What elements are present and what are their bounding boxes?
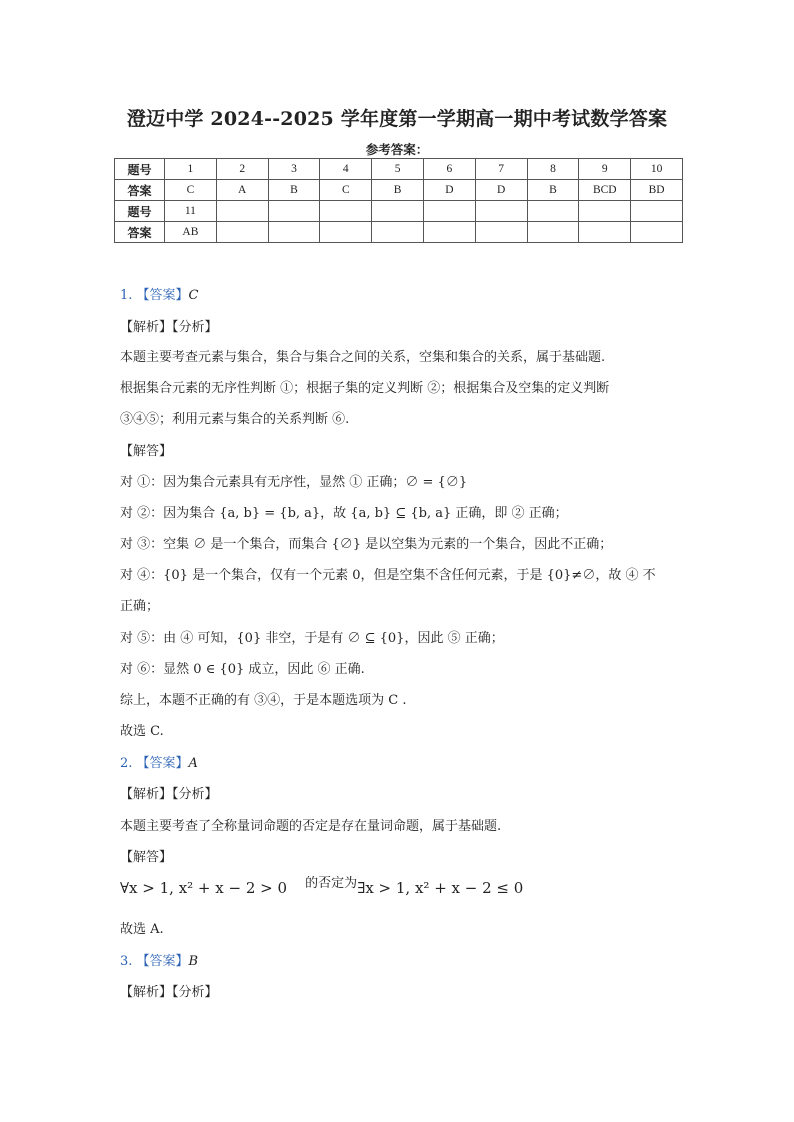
table-row-header: 答案 [115, 222, 165, 243]
q1-intro: 本题主要考查元素与集合，集合与集合之间的关系，空集和集合的关系，属于基础题. [120, 350, 606, 365]
q2-intro: 本题主要考查了全称量词命题的否定是存在量词命题，属于基础题. [120, 819, 502, 834]
table-cell: 2 [216, 159, 268, 180]
q3-answer-value: B [188, 954, 199, 969]
table-cell: BCD [579, 180, 631, 201]
table-cell: C [320, 180, 372, 201]
q2-formula-line [120, 878, 523, 897]
table-cell [527, 201, 579, 222]
q1-solution-step-4-cont: 正确； [120, 599, 160, 614]
table-cell: BD [631, 180, 683, 201]
q1-solution-step-1: 对 ①：因为集合元素具有无序性，显然 ① 正确；∅ = {∅} [120, 475, 468, 490]
table-cell: 6 [423, 159, 475, 180]
table-cell [475, 222, 527, 243]
table-row-header: 答案 [115, 180, 165, 201]
table-row [115, 201, 683, 222]
q1-solution-step-3: 对 ③：空集 ∅ 是一个集合，而集合 {∅} 是以空集为元素的一个集合，因此不正确； [120, 537, 613, 552]
q1-solution-step-6: 对 ⑥：显然 0 ∈ {0} 成立，因此 ⑥ 正确. [120, 662, 365, 677]
q2-analysis-header [120, 783, 218, 802]
answer-table [114, 158, 683, 243]
table-cell: 1 [165, 159, 217, 180]
q1-answer-line [120, 284, 199, 303]
q1-solution-step-4: 对 ④：{0} 是一个集合，仅有一个元素 0，但是空集不含任何元素，于是 {0}≠∅，故 ④ 不 [120, 568, 656, 583]
q1-solution-header: 【解答】 [120, 444, 173, 459]
table-cell [320, 201, 372, 222]
q2-choice: 故选 A. [120, 922, 164, 937]
table-cell: D [475, 180, 527, 201]
reference-answers-heading: 参考答案： [365, 142, 429, 157]
table-cell: 3 [268, 159, 320, 180]
q1-analysis-header [120, 316, 218, 335]
table-cell: 4 [320, 159, 372, 180]
table-row [115, 180, 683, 201]
table-cell [579, 201, 631, 222]
table-cell: 5 [372, 159, 424, 180]
q2-analysis-label: 【解析】【分析】 [120, 787, 218, 802]
q3-analysis-label: 【解析】【分析】 [120, 985, 218, 1000]
table-cell: 8 [527, 159, 579, 180]
table-cell [216, 201, 268, 222]
q2-formula-left: ∀x > 1, x² + x − 2 > 0 [120, 879, 288, 897]
table-cell: D [423, 180, 475, 201]
table-cell: C [165, 180, 217, 201]
table-cell [631, 201, 683, 222]
table-cell [527, 222, 579, 243]
page-title: 澄迈中学 2024--2025 学年度第一学期高一期中考试数学答案 [126, 108, 668, 130]
table-cell: B [268, 180, 320, 201]
table-cell [423, 201, 475, 222]
table-cell: A [216, 180, 268, 201]
q2-answer-label: 2. 【答案】 [120, 756, 189, 771]
table-cell [268, 201, 320, 222]
table-cell [216, 222, 268, 243]
table-row [115, 159, 683, 180]
q1-method-line-2: ③④⑤；利用元素与集合的关系判断 ⑥. [120, 412, 350, 427]
q1-answer-value: C [188, 288, 199, 303]
table-cell: 10 [631, 159, 683, 180]
q1-solution-step-2: 对 ②：因为集合 {a, b} = {b, a}，故 {a, b} ⊆ {b, a} 正确，即 ② 正确； [120, 506, 568, 521]
table-cell [423, 222, 475, 243]
q1-choice: 故选 C. [120, 724, 164, 739]
table-cell [268, 222, 320, 243]
q2-formula-mid: 的否定为 [305, 876, 358, 891]
q1-analysis-label: 【解析】【分析】 [120, 320, 218, 335]
q2-solution-header: 【解答】 [120, 850, 173, 865]
table-row-header: 题号 [115, 159, 165, 180]
table-cell [372, 222, 424, 243]
table-cell: 7 [475, 159, 527, 180]
table-cell [475, 201, 527, 222]
q1-summary: 综上，本题不正确的有 ③④，于是本题选项为 C . [120, 693, 407, 708]
table-cell [320, 222, 372, 243]
q3-analysis-header [120, 981, 218, 1000]
table-cell [631, 222, 683, 243]
table-row [115, 222, 683, 243]
q2-answer-line [120, 752, 198, 771]
table-cell: B [527, 180, 579, 201]
table-cell [579, 222, 631, 243]
q1-solution-step-5: 对 ⑤：由 ④ 可知，{0} 非空，于是有 ∅ ⊆ {0}，因此 ⑤ 正确； [120, 631, 504, 646]
table-cell: 9 [579, 159, 631, 180]
table-cell: AB [165, 222, 217, 243]
q1-method-line-1: 根据集合元素的无序性判断 ①；根据子集的定义判断 ②；根据集合及空集的定义判断 [120, 381, 610, 396]
q2-formula-right: ∃x > 1, x² + x − 2 ≤ 0 [357, 879, 524, 897]
table-row-header: 题号 [115, 201, 165, 222]
table-cell [372, 201, 424, 222]
q3-answer-line [120, 950, 198, 969]
table-cell: B [372, 180, 424, 201]
q3-answer-label: 3. 【答案】 [120, 954, 189, 969]
q2-answer-value: A [188, 756, 198, 771]
table-cell: 11 [165, 201, 217, 222]
q1-answer-label: 1. 【答案】 [120, 288, 189, 303]
